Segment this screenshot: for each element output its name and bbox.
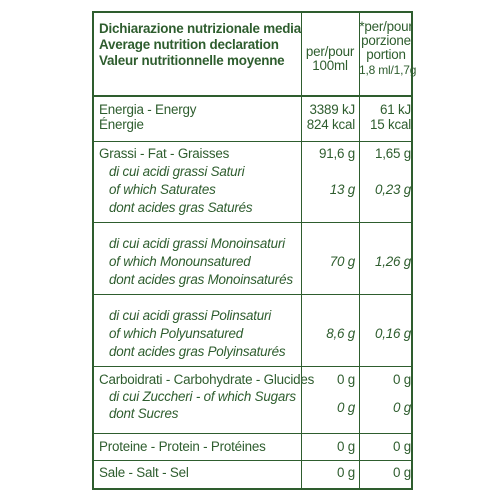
mono-label-fr: dont acides gras Monoinsaturés xyxy=(109,272,293,287)
row-divider-fat xyxy=(94,222,411,223)
poly-label-fr: dont acides gras Polyinsaturés xyxy=(109,344,286,359)
mono-portion: 1,26 g xyxy=(374,254,411,269)
energy-kcal-100ml: 824 kcal xyxy=(306,117,355,132)
energy-kj-100ml: 3389 kJ xyxy=(309,102,355,117)
fat-portion: 1,65 g xyxy=(374,146,411,161)
saturates-label-fr: dont acides gras Saturés xyxy=(109,200,253,215)
col2-header-line3: portion xyxy=(366,47,406,62)
row-divider-energy xyxy=(94,141,411,142)
mono-label-it: di cui acidi grassi Monoinsaturi xyxy=(109,236,285,251)
sugars-100ml: 0 g xyxy=(336,400,355,415)
col1-header-line1: per/pour xyxy=(305,44,355,59)
fat-label: Grassi - Fat - Graisses xyxy=(99,146,230,161)
mono-label-en: of which Monounsatured xyxy=(109,254,251,269)
carbs-label: Carboidrati - Carbohydrate - Glucides xyxy=(99,372,315,387)
col2-header-line1: *per/pour xyxy=(359,19,413,34)
protein-100ml: 0 g xyxy=(336,439,355,454)
saturates-label-en: of which Saturates xyxy=(109,182,216,197)
row-divider-protein xyxy=(94,460,411,461)
sugars-label: di cui Zuccheri - of which Sugars xyxy=(109,389,296,404)
energy-kj-portion: 61 kJ xyxy=(379,102,411,117)
mono-100ml: 70 g xyxy=(329,254,355,269)
saturates-100ml: 13 g xyxy=(329,182,355,197)
carbs-portion: 0 g xyxy=(392,372,411,387)
energy-label: Energia - Energy xyxy=(99,102,197,117)
row-divider-mono xyxy=(94,294,411,295)
salt-100ml: 0 g xyxy=(336,465,355,480)
energy-label-fr: Énergie xyxy=(99,117,144,132)
col2-header-line4: 1,8 ml/1,7g xyxy=(359,63,417,77)
sugars-portion: 0 g xyxy=(392,400,411,415)
saturates-portion: 0,23 g xyxy=(374,182,411,197)
header-title-it: Dichiarazione nutrizionale media xyxy=(99,21,301,36)
protein-portion: 0 g xyxy=(392,439,411,454)
protein-label: Proteine - Protein - Protéines xyxy=(99,439,266,454)
salt-portion: 0 g xyxy=(392,465,411,480)
row-divider-carbs xyxy=(94,433,411,434)
saturates-label-it: di cui acidi grassi Saturi xyxy=(109,164,245,179)
poly-label-it: di cui acidi grassi Polinsaturi xyxy=(109,308,272,323)
col2-header-line2: porzione xyxy=(361,33,411,48)
fat-100ml: 91,6 g xyxy=(318,146,355,161)
header-title-en: Average nutrition declaration xyxy=(99,37,279,52)
salt-label: Sale - Salt - Sel xyxy=(99,465,189,480)
poly-100ml: 8,6 g xyxy=(326,326,355,341)
sugars-label-fr: dont Sucres xyxy=(109,406,179,421)
energy-kcal-portion: 15 kcal xyxy=(369,117,411,132)
poly-label-en: of which Polyunsatured xyxy=(109,326,244,341)
row-divider-poly xyxy=(94,366,411,367)
carbs-100ml: 0 g xyxy=(336,372,355,387)
column-divider-1 xyxy=(301,13,302,488)
nutrition-table xyxy=(92,11,417,490)
row-divider-header xyxy=(94,95,411,97)
header-title-fr: Valeur nutritionnelle moyenne xyxy=(99,53,285,68)
col1-header-line2: 100ml xyxy=(312,58,348,73)
poly-portion: 0,16 g xyxy=(374,326,411,341)
column-divider-2 xyxy=(359,13,360,488)
